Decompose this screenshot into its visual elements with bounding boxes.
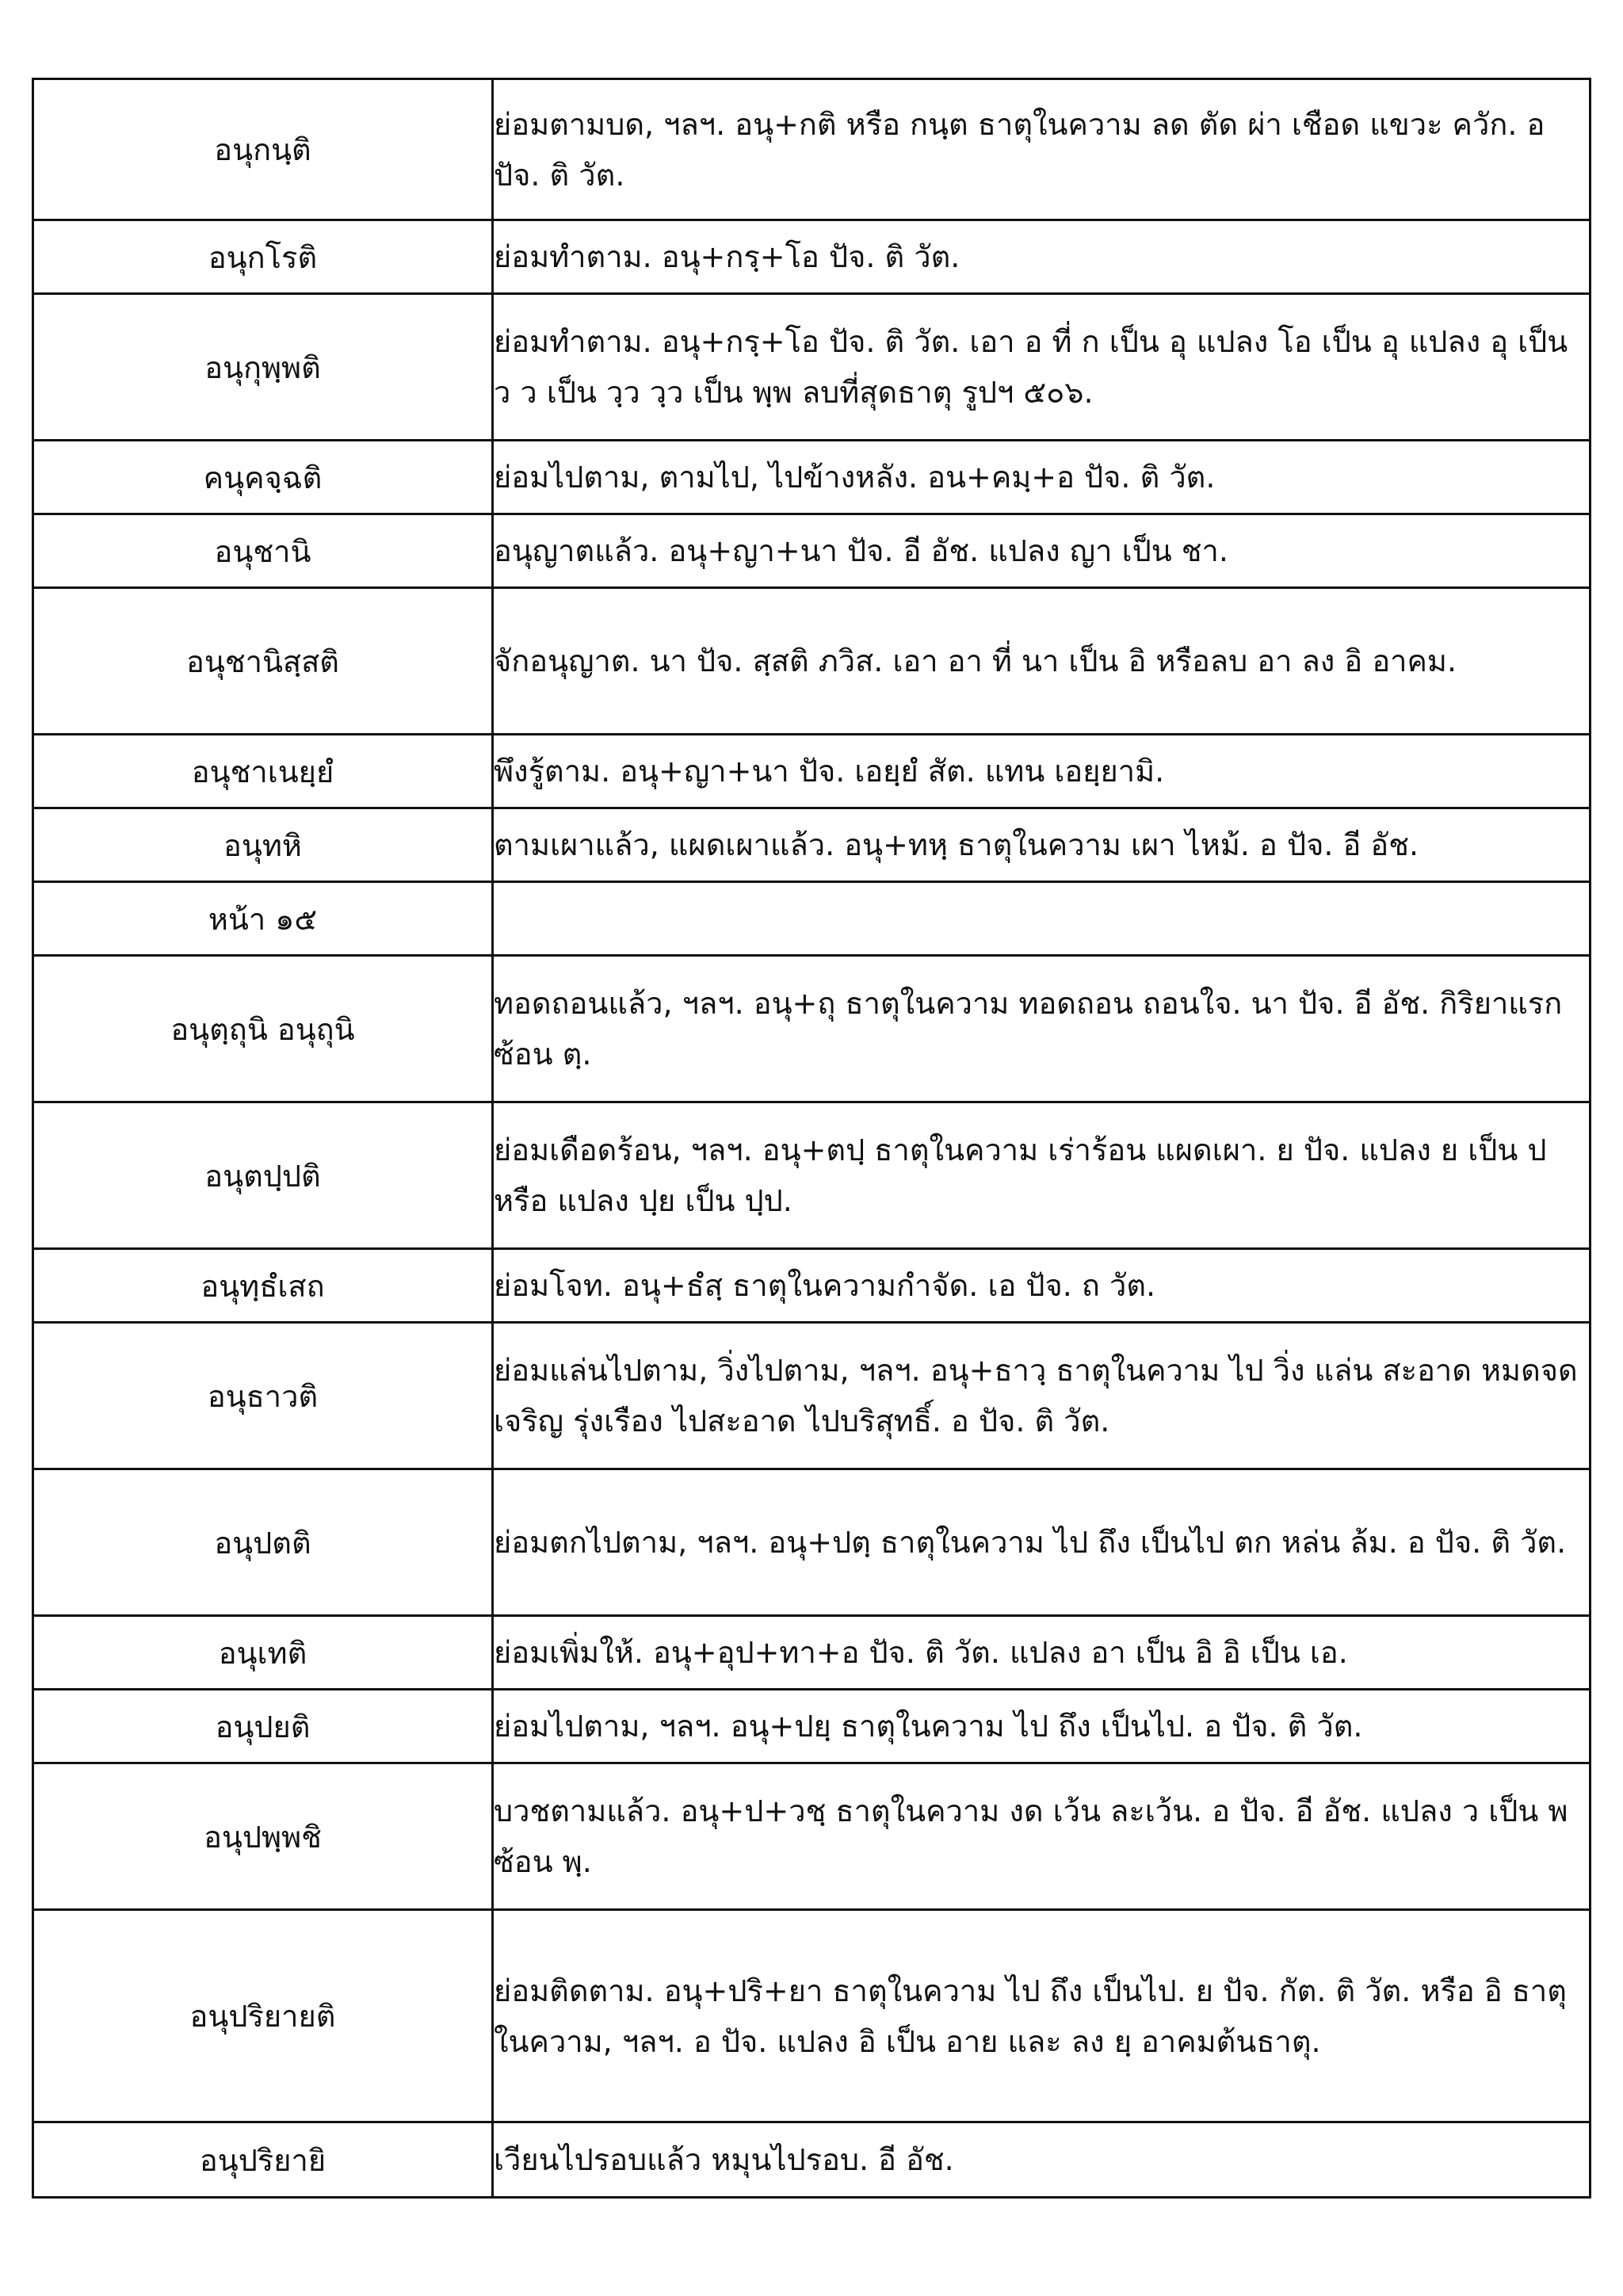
table-row [33,1763,1591,1910]
term-cell: คนุคจฺฉติ [33,441,493,514]
term-cell: อนุชาเนยฺยํ [33,735,493,808]
term-cell: อนุปตติ [33,1469,493,1616]
term-cell: อนุตปฺปติ [33,1102,493,1249]
definition-cell: ย่อมเพิ่มให้. อนุ+อุป+ทา+อ ปัจ. ติ วัต. แปลง อา เป็น อิ อิ เป็น เอ. [493,1616,1591,1690]
table-row [33,294,1591,441]
table-row [33,1616,1591,1690]
definition-cell: ตามเผาแล้ว, แผดเผาแล้ว. อนุ+ทหฺ ธาตุในความ เผา ไหม้. อ ปัจ. อี อัช. [493,808,1591,882]
definition-cell: บวชตามแล้ว. อนุ+ป+วชฺ ธาตุในความ งด เว้น ละเว้น. อ ปัจ. อี อัช. แปลง ว เป็น พ ซ้อน พฺ. [493,1763,1591,1910]
term-cell: อนุธาวติ [33,1323,493,1469]
empty-definition-cell [493,882,1591,956]
table-row [33,1910,1591,2122]
table-row [33,1690,1591,1763]
term-cell: อนุทฺธํเสถ [33,1249,493,1323]
term-cell: อนุทหิ [33,808,493,882]
table-row [33,735,1591,808]
table-row [33,220,1591,294]
definition-cell: ย่อมตกไปตาม, ฯลฯ. อนุ+ปตฺ ธาตุในความ ไป ถึง เป็นไป ตก หล่น ล้ม. อ ปัจ. ติ วัต. [493,1469,1591,1616]
table-row [33,808,1591,882]
definition-cell: ย่อมไปตาม, ฯลฯ. อนุ+ปยฺ ธาตุในความ ไป ถึง เป็นไป. อ ปัจ. ติ วัต. [493,1690,1591,1763]
term-cell: อนุชานิ [33,514,493,588]
definition-cell: ย่อมแล่นไปตาม, วิ่งไปตาม, ฯลฯ. อนุ+ธาวฺ ธาตุในความ ไป วิ่ง แล่น สะอาด หมดจด เจริญ รุ่งเรือง ไปสะอาด ไปบริสุทธิ์. อ ปัจ. ติ วัต. [493,1323,1591,1469]
term-cell: อนุปยติ [33,1690,493,1763]
definition-cell: ย่อมทำตาม. อนุ+กรฺ+โอ ปัจ. ติ วัต. เอา อ ที่ ก เป็น อุ แปลง โอ เป็น อุ แปลง อุ เป็น ว ว เป็น วฺว วฺว เป็น พฺพ ลบที่สุดธาตุ รูปฯ ๕๐๖. [493,294,1591,441]
page-marker-cell: หน้า ๑๕ [33,882,493,956]
table-row [33,588,1591,735]
term-cell: อนุปพฺพชิ [33,1763,493,1910]
table-row [33,1249,1591,1323]
definition-cell: จักอนุญาต. นา ปัจ. สฺสติ ภวิส. เอา อา ที่ นา เป็น อิ หรือลบ อา ลง อิ อาคม. [493,588,1591,735]
table-row [33,1102,1591,1249]
definition-cell: ย่อมไปตาม, ตามไป, ไปข้างหลัง. อน+คมฺ+อ ปัจ. ติ วัต. [493,441,1591,514]
term-cell: อนุกุพฺพติ [33,294,493,441]
table-row [33,79,1591,220]
term-cell: อนุกนฺติ [33,79,493,220]
definition-cell: ย่อมทำตาม. อนุ+กรฺ+โอ ปัจ. ติ วัต. [493,220,1591,294]
definition-cell: อนุญาตแล้ว. อนุ+ญา+นา ปัจ. อี อัช. แปลง ญา เป็น ชา. [493,514,1591,588]
term-cell: อนุปริยายติ [33,1910,493,2122]
table-row [33,1469,1591,1616]
definition-cell: เวียนไปรอบแล้ว หมุนไปรอบ. อี อัช. [493,2122,1591,2198]
term-cell: อนุปริยายิ [33,2122,493,2198]
table-row [33,441,1591,514]
page-marker-row [33,882,1591,956]
definition-cell: ย่อมโจท. อนุ+ธํสฺ ธาตุในความกำจัด. เอ ปัจ. ถ วัต. [493,1249,1591,1323]
definition-cell: ย่อมตามบด, ฯลฯ. อนุ+กติ หรือ กนฺต ธาตุในความ ลด ตัด ผ่า เชือด แขวะ ควัก. อ ปัจ. ติ วัต. [493,79,1591,220]
table-row [33,956,1591,1102]
table-row [33,1323,1591,1469]
definition-cell: ย่อมติดตาม. อนุ+ปริ+ยา ธาตุในความ ไป ถึง เป็นไป. ย ปัจ. กัต. ติ วัต. หรือ อิ ธาตุในความ, ฯลฯ. อ ปัจ. แปลง อิ เป็น อาย และ ลง ยฺ อาคมต้นธาตุ. [493,1910,1591,2122]
definition-cell: พึงรู้ตาม. อนุ+ญา+นา ปัจ. เอยฺยํ สัต. แทน เอยฺยามิ. [493,735,1591,808]
term-cell: อนุกโรติ [33,220,493,294]
vocabulary-table [32,78,1591,2199]
table-row [33,514,1591,588]
definition-cell: ทอดถอนแล้ว, ฯลฯ. อนุ+ถุ ธาตุในความ ทอดถอน ถอนใจ. นา ปัจ. อี อัช. กิริยาแรก ซ้อน ตฺ. [493,956,1591,1102]
table-row [33,2122,1591,2198]
term-cell: อนุเทติ [33,1616,493,1690]
term-cell: อนุชานิสฺสติ [33,588,493,735]
definition-cell: ย่อมเดือดร้อน, ฯลฯ. อนุ+ตปฺ ธาตุในความ เร่าร้อน แผดเผา. ย ปัจ. แปลง ย เป็น ป หรือ แปลง ปฺย เป็น ปฺป. [493,1102,1591,1249]
term-cell: อนุตฺถุนิ อนุถุนิ [33,956,493,1102]
